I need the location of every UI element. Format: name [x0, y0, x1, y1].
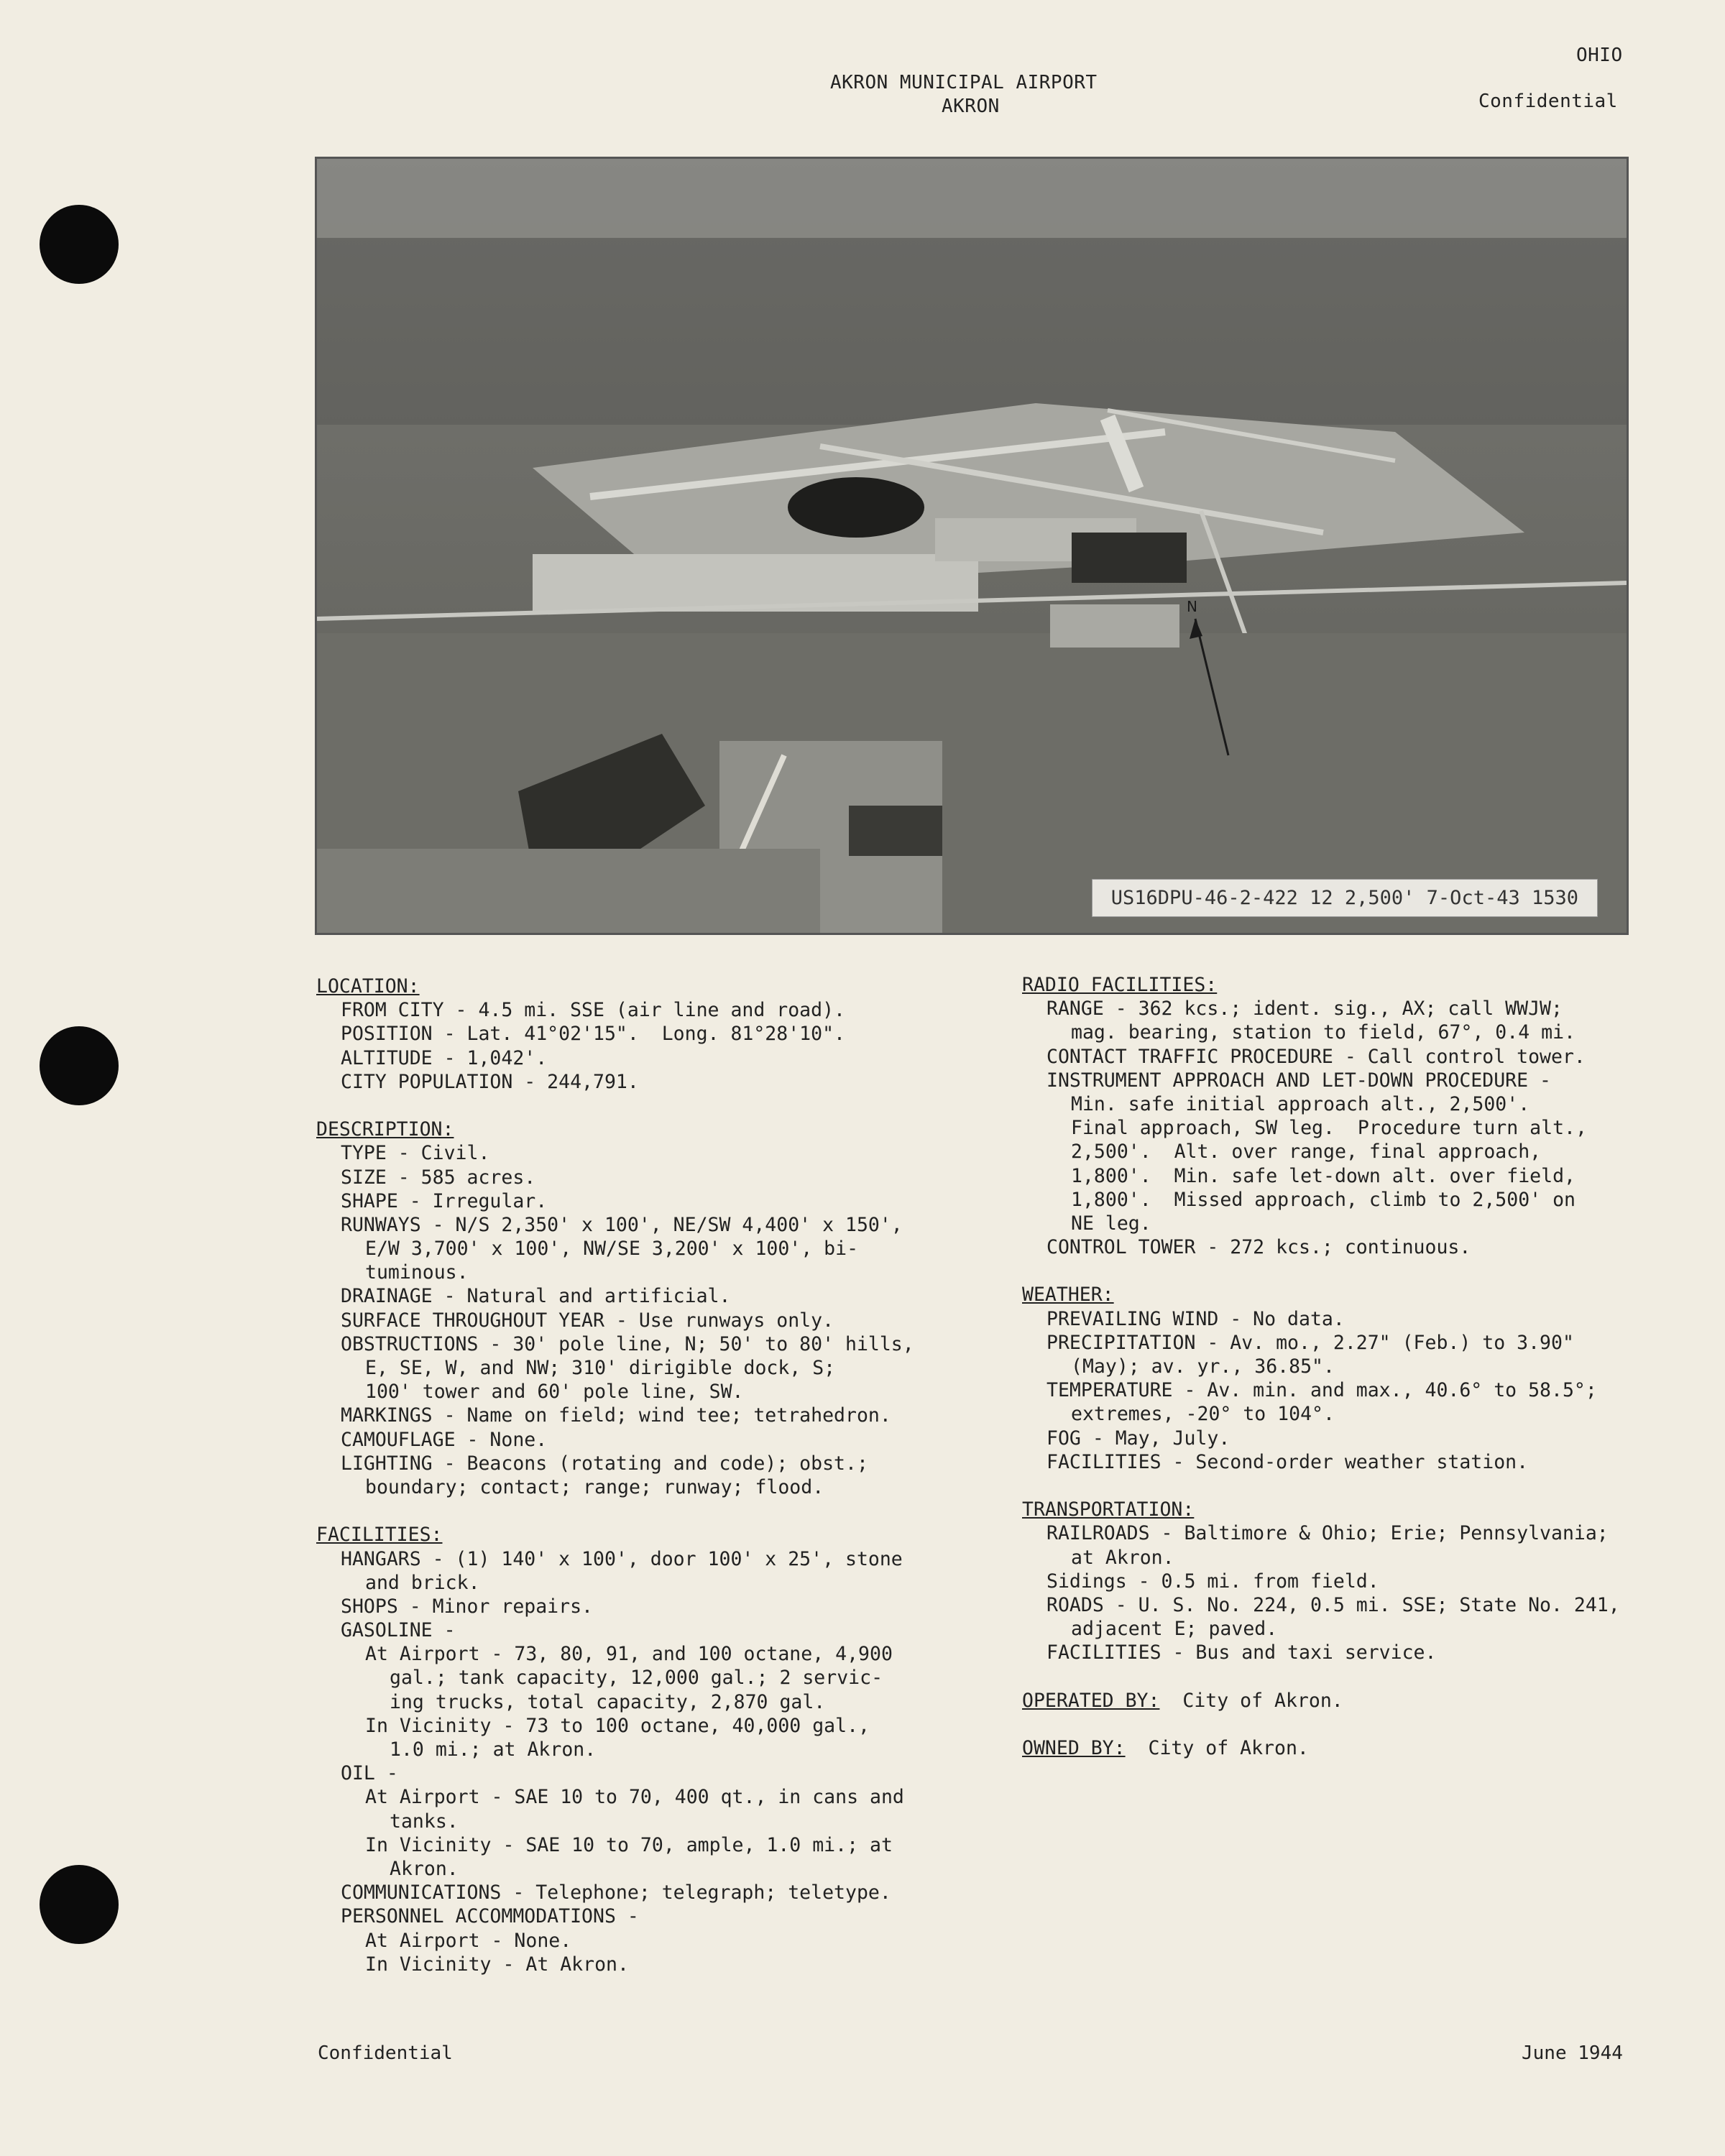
text-line: In Vicinity - 73 to 100 octane, 40,000 gal., [365, 1714, 870, 1737]
page-subtitle: AKRON [942, 96, 1000, 117]
aerial-photo [315, 157, 1629, 935]
text-line: CONTROL TOWER - 272 kcs.; continuous. [1046, 1236, 1471, 1259]
page-title: AKRON MUNICIPAL AIRPORT [830, 72, 1098, 93]
text-line: POSITION - Lat. 41°02'15". Long. 81°28'10". [341, 1023, 845, 1046]
text-line: CITY POPULATION - 244,791. [341, 1070, 639, 1093]
text-line: PREVAILING WIND - No data. [1046, 1307, 1345, 1330]
text-line: boundary; contact; range; runway; flood. [365, 1475, 824, 1498]
text-line: TEMPERATURE - Av. min. and max., 40.6° to 58.5°; [1046, 1379, 1597, 1402]
text-line: DRAINAGE - Natural and artificial. [341, 1285, 731, 1308]
photo-caption: US16DPU-46-2-422 12 2,500' 7-Oct-43 1530 [1092, 879, 1598, 917]
text-line [316, 1499, 914, 1523]
text-line: RANGE - 362 kcs.; ident. sig., AX; call WWJW; [1046, 998, 1563, 1021]
text-line: FACILITIES - Bus and taxi service. [1046, 1641, 1437, 1664]
text-line: COMMUNICATIONS - Telephone; telegraph; teletype. [341, 1881, 891, 1904]
text-line: At Airport - 73, 80, 91, and 100 octane, 4,900 [365, 1643, 893, 1666]
text-line: LIGHTING - Beacons (rotating and code); obst.; [341, 1452, 868, 1475]
text-line: At Airport - None. [365, 1929, 572, 1952]
text-line: CONTACT TRAFFIC PROCEDURE - Call control tower. [1046, 1045, 1586, 1068]
text-line: ing trucks, total capacity, 2,870 gal. [390, 1690, 826, 1713]
text-line: At Airport - SAE 10 to 70, 400 qt., in cans and [365, 1786, 904, 1809]
text-line: E/W 3,700' x 100', NW/SE 3,200' x 100', bi- [365, 1238, 859, 1261]
section-heading: DESCRIPTION: [316, 1118, 454, 1141]
text-line [1022, 1664, 1620, 1688]
text-line: RAILROADS - Baltimore & Ohio; Erie; Pennsylvania; [1046, 1522, 1609, 1545]
text-line: Sidings - 0.5 mi. from field. [1046, 1570, 1379, 1593]
text-line: RUNWAYS - N/S 2,350' x 100', NE/SW 4,400' x 150', [341, 1213, 903, 1236]
text-line: In Vicinity - SAE 10 to 70, ample, 1.0 mi.; at [365, 1833, 893, 1856]
section-heading: FACILITIES: [316, 1524, 443, 1547]
text-line: Min. safe initial approach alt., 2,500'. [1071, 1092, 1530, 1115]
text-line: 1,800'. Min. safe let-down alt. over field, [1071, 1164, 1576, 1187]
state-label: OHIO [1576, 45, 1623, 66]
text-line: FOG - May, July. [1046, 1427, 1230, 1450]
text-line: tanks. [390, 1810, 459, 1833]
text-line: Final approach, SW leg. Procedure turn alt., [1071, 1117, 1587, 1140]
text-line: SHAPE - Irregular. [341, 1189, 548, 1212]
text-line: FROM CITY - 4.5 mi. SSE (air line and road). [341, 999, 845, 1022]
text-line: and brick. [365, 1571, 480, 1594]
text-line: PERSONNEL ACCOMMODATIONS - [341, 1905, 639, 1928]
text-line: OPERATED BY: City of Akron. [1022, 1689, 1343, 1712]
text-line: 2,500'. Alt. over range, final approach, [1071, 1141, 1542, 1164]
text-line: extremes, -20° to 104°. [1071, 1403, 1335, 1426]
text-line: tuminous. [365, 1261, 469, 1284]
text-line: GASOLINE - [341, 1619, 456, 1642]
section-heading: WEATHER: [1022, 1284, 1114, 1307]
text-line [1022, 1474, 1620, 1498]
text-line: OWNED BY: City of Akron. [1022, 1737, 1309, 1759]
section-heading: LOCATION: [316, 975, 420, 998]
text-line: OIL - [341, 1762, 398, 1785]
north-arrow-label: N [1187, 598, 1197, 615]
text-line: ALTITUDE - 1,042'. [341, 1046, 548, 1069]
text-line: mag. bearing, station to field, 67°, 0.4 mi. [1071, 1021, 1576, 1044]
footer-classification: Confidential [318, 2042, 453, 2064]
binder-hole-bottom [40, 1865, 119, 1944]
aerial-photo-art [317, 159, 1627, 933]
text-line: SURFACE THROUGHOUT YEAR - Use runways only. [341, 1309, 834, 1332]
text-line: ROADS - U. S. No. 224, 0.5 mi. SSE; State No. 241, [1046, 1593, 1620, 1616]
text-line: E, SE, W, and NW; 310' dirigible dock, S; [365, 1357, 836, 1379]
section-heading: RADIO FACILITIES: [1022, 974, 1218, 996]
binder-hole-top [40, 205, 119, 284]
classification-header: Confidential [1478, 91, 1618, 112]
text-line: (May); av. yr., 36.85". [1071, 1355, 1335, 1378]
text-line: 100' tower and 60' pole line, SW. [365, 1381, 744, 1404]
text-line: SIZE - 585 acres. [341, 1166, 536, 1189]
binder-hole-middle [40, 1026, 119, 1105]
text-line: CAMOUFLAGE - None. [341, 1428, 548, 1451]
text-line: HANGARS - (1) 140' x 100', door 100' x 25', stone [341, 1547, 903, 1570]
text-line: FACILITIES - Second-order weather station. [1046, 1450, 1529, 1473]
text-line: 1.0 mi.; at Akron. [390, 1738, 597, 1761]
text-line [1022, 1259, 1620, 1283]
footer-date: June 1944 [1522, 2042, 1623, 2064]
text-line: at Akron. [1071, 1546, 1174, 1569]
text-line: INSTRUMENT APPROACH AND LET-DOWN PROCEDURE - [1046, 1069, 1551, 1092]
text-line: MARKINGS - Name on field; wind tee; tetrahedron. [341, 1404, 891, 1427]
text-line: adjacent E; paved. [1071, 1618, 1278, 1641]
right-column [1022, 973, 1620, 1760]
text-line [316, 1094, 914, 1118]
left-column [316, 975, 914, 1976]
text-line: NE leg. [1071, 1212, 1151, 1235]
text-line [1022, 1713, 1620, 1736]
text-line: SHOPS - Minor repairs. [341, 1595, 593, 1618]
text-line: In Vicinity - At Akron. [365, 1953, 629, 1976]
text-line: PRECIPITATION - Av. mo., 2.27" (Feb.) to 3.90" [1046, 1331, 1574, 1354]
text-line: gal.; tank capacity, 12,000 gal.; 2 servic- [390, 1667, 883, 1690]
section-heading: TRANSPORTATION: [1022, 1498, 1195, 1521]
text-line: 1,800'. Missed approach, climb to 2,500' on [1071, 1188, 1576, 1211]
text-line: OBSTRUCTIONS - 30' pole line, N; 50' to 80' hills, [341, 1332, 914, 1355]
text-line: Akron. [390, 1857, 459, 1880]
text-line: TYPE - Civil. [341, 1142, 490, 1165]
